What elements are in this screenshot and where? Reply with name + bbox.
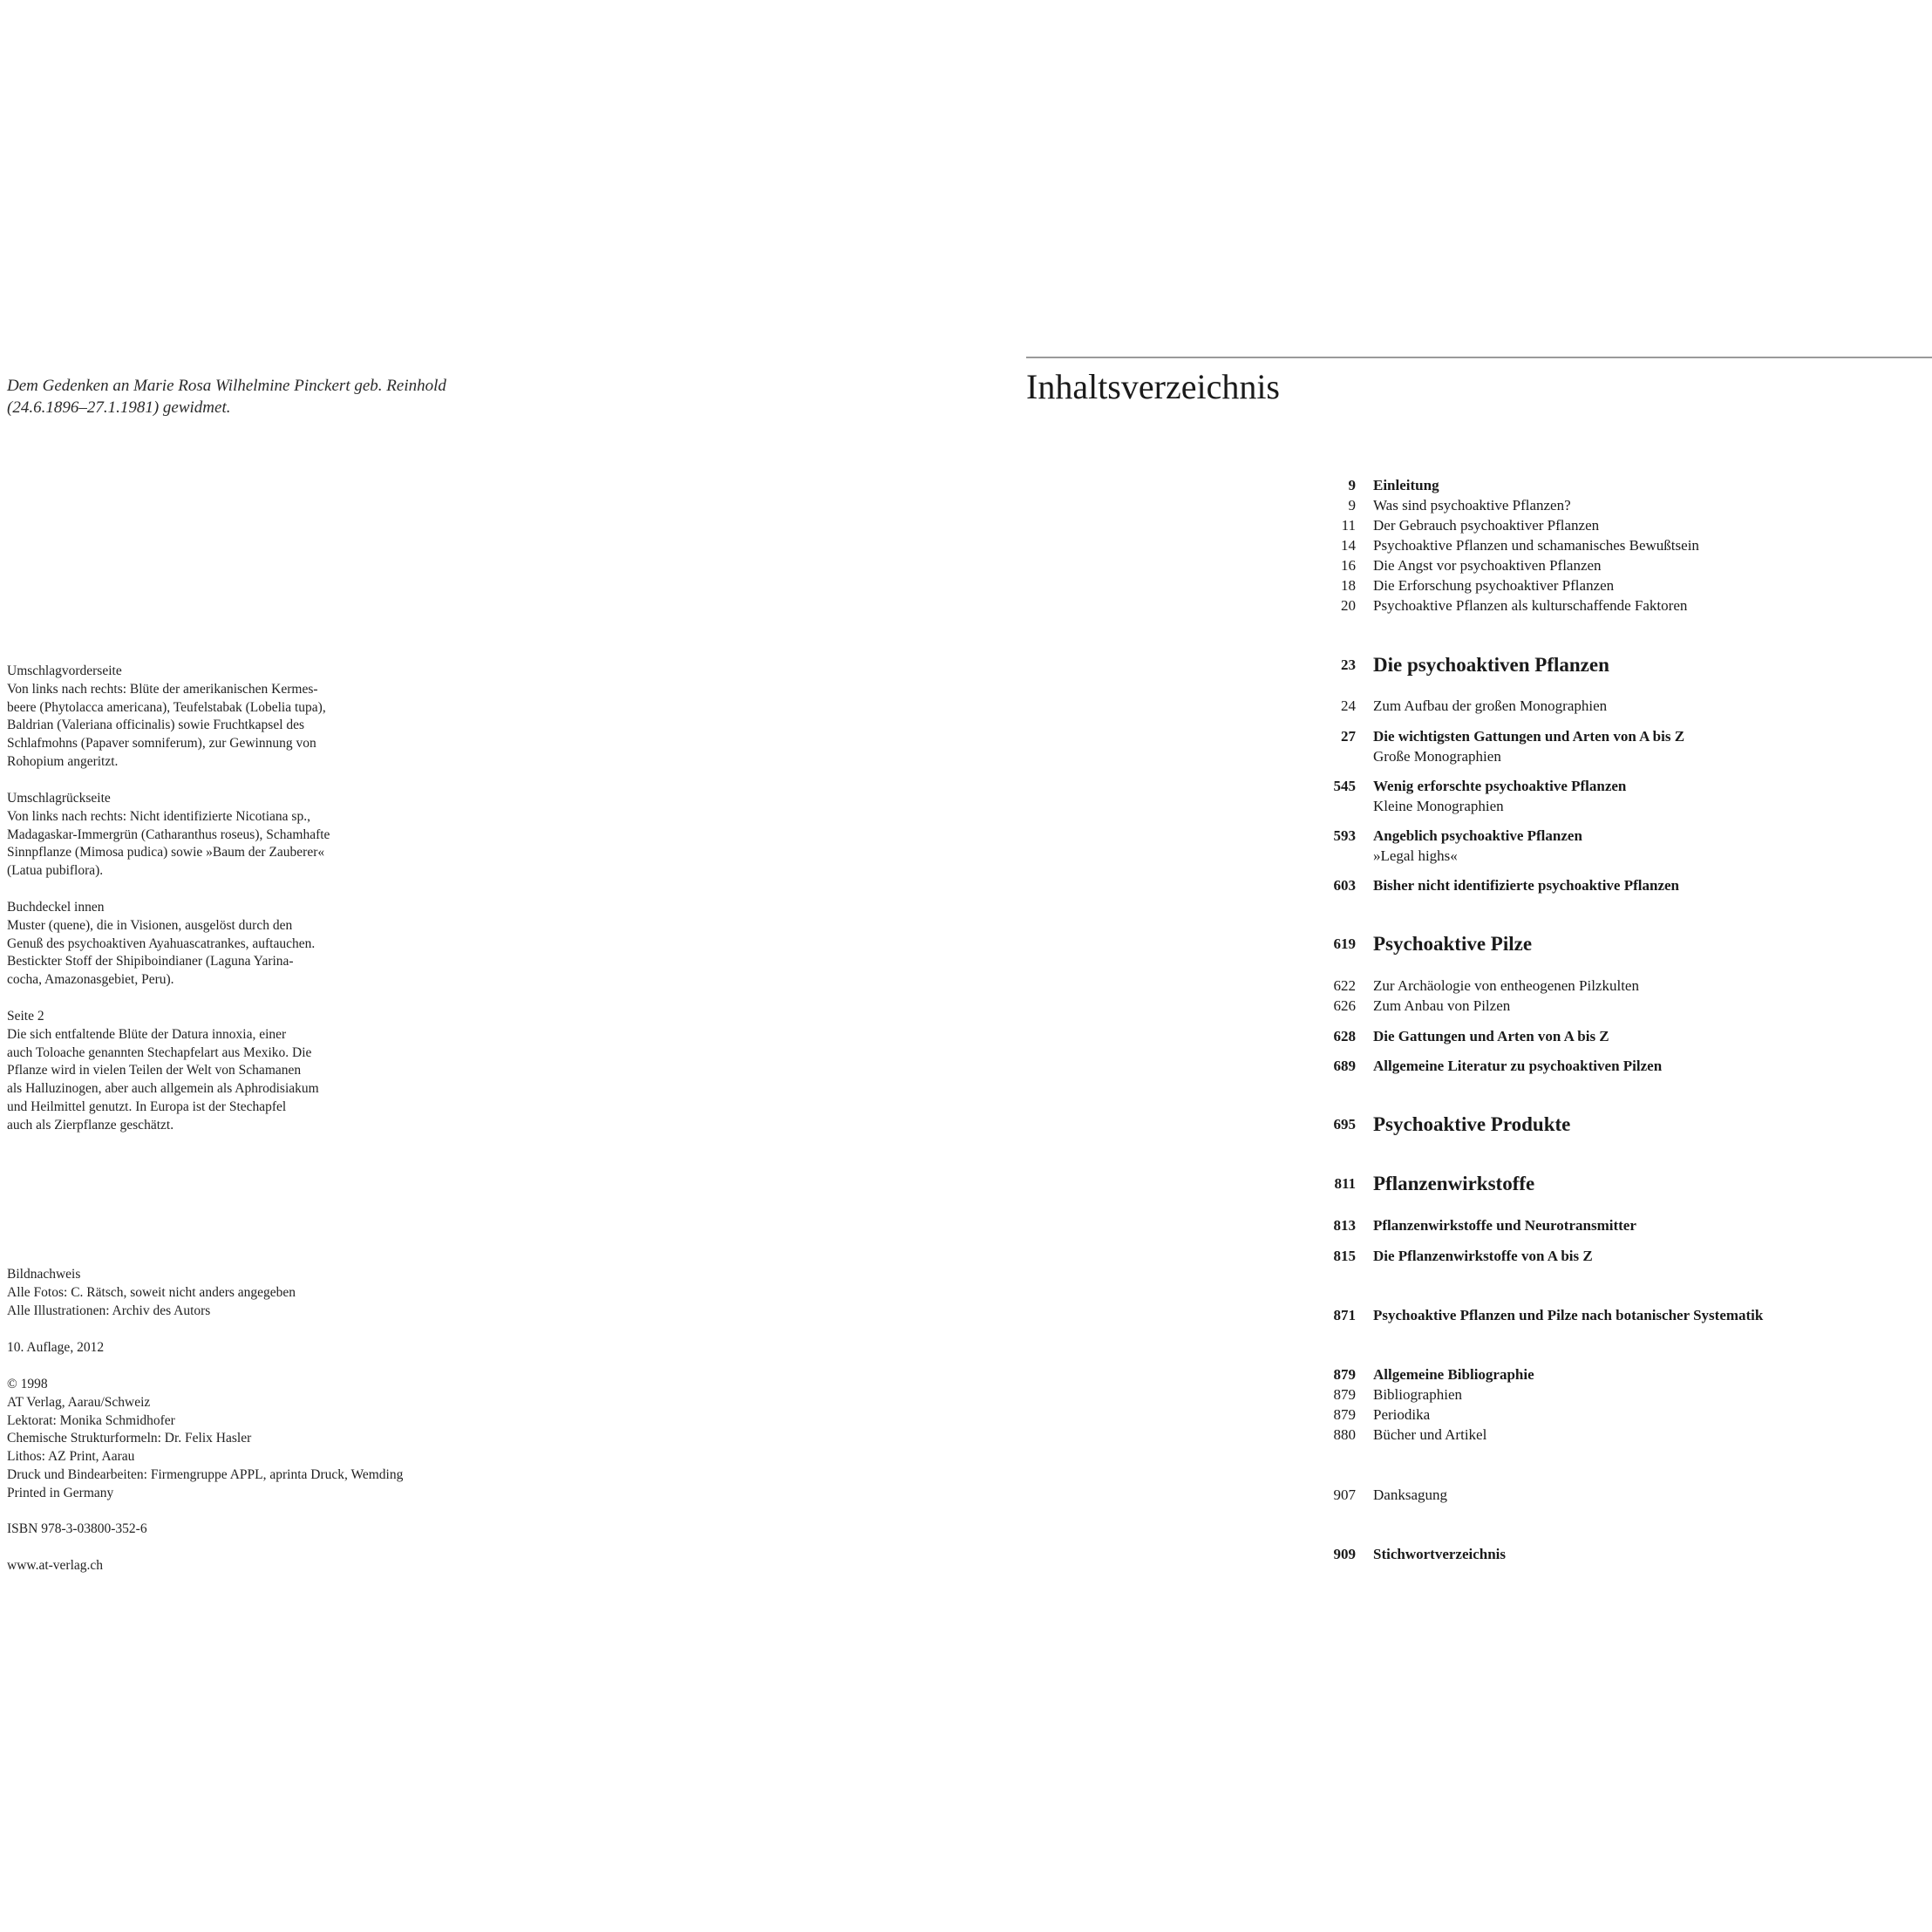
toc-label: Die Angst vor psychoaktiven Pflanzen	[1373, 557, 1602, 574]
credit-line: beere (Phytolacca americana), Teufelstabak (Lobelia tupa),	[7, 699, 326, 715]
credit-line: Genuß des psychoaktiven Ayahuascatrankes, auftauchen.	[7, 935, 316, 951]
toc-label: Psychoaktive Pilze	[1373, 933, 1533, 955]
toc-section[interactable]	[1308, 1112, 1918, 1138]
toc-entry[interactable]	[1308, 726, 1918, 747]
toc-page: 11	[1341, 517, 1356, 534]
toc-page: 871	[1333, 1307, 1356, 1323]
toc-entry[interactable]	[1308, 535, 1918, 556]
credit-line: Von links nach rechts: Nicht identifizierte Nicotiana sp.,	[7, 808, 310, 824]
toc-page: 619	[1333, 935, 1356, 952]
toc-label: Psychoaktive Produkte	[1373, 1113, 1571, 1135]
toc-entry[interactable]	[1308, 826, 1918, 847]
toc-page: 16	[1341, 557, 1356, 574]
credit-line: Sinnpflanze (Mimosa pudica) sowie »Baum der Zauberer«	[7, 845, 325, 861]
toc-page: 9	[1348, 497, 1356, 514]
credit-line: (Latua pubiflora).	[7, 863, 104, 879]
credit-line: Schlafmohns (Papaver somniferum), zur Gewinnung von	[7, 736, 316, 752]
toc-page: 9	[1348, 477, 1356, 493]
isbn-text: ISBN 978-3-03800-352-6	[7, 1521, 147, 1536]
toc-label: Pflanzenwirkstoffe	[1373, 1173, 1535, 1194]
credit-line: Alle Fotos: C. Rätsch, soweit nicht anders angegeben	[7, 1284, 296, 1300]
back-cover-heading: Umschlagrückseite	[7, 791, 111, 806]
toc-entry[interactable]	[1308, 875, 1918, 896]
toc-page: 628	[1333, 1028, 1356, 1044]
credit-line: cocha, Amazonasgebiet, Peru).	[7, 972, 174, 988]
toc-label: Bücher und Artikel	[1373, 1426, 1487, 1443]
toc-entry[interactable]	[1308, 1305, 1918, 1326]
toc-title: Inhaltsverzeichnis	[1026, 367, 1280, 406]
toc-label: Zum Anbau von Pilzen	[1373, 997, 1511, 1014]
toc-page: 879	[1333, 1406, 1356, 1423]
toc-label: Zur Archäologie von entheogenen Pilzkulten	[1373, 977, 1639, 994]
toc-label: Die Erforschung psychoaktiver Pflanzen	[1373, 577, 1615, 594]
toc-label: Psychoaktive Pflanzen und schamanisches Bewußtsein	[1373, 537, 1699, 554]
credit-line: und Heilmittel genutzt. In Europa ist der Stechapfel	[7, 1099, 287, 1114]
toc-page: 909	[1333, 1546, 1356, 1562]
imprint-line: AT Verlag, Aarau/Schweiz	[7, 1394, 151, 1410]
credit-line: Baldrian (Valeriana officinalis) sowie Fruchtkapsel des	[7, 718, 305, 733]
toc-page: 622	[1333, 977, 1356, 994]
credit-line: Madagaskar-Immergrün (Catharanthus roseus), Schamhafte	[7, 827, 330, 842]
imprint-line: © 1998	[7, 1377, 48, 1391]
toc-entry[interactable]	[1308, 1364, 1918, 1385]
toc-entry[interactable]	[1308, 1405, 1918, 1425]
toc-page: 603	[1333, 877, 1356, 894]
toc-subtitle	[1308, 846, 1918, 867]
toc-page: 879	[1333, 1386, 1356, 1403]
inside-cover-heading: Buchdeckel innen	[7, 900, 105, 915]
toc-entry[interactable]	[1308, 776, 1918, 797]
page2-heading: Seite 2	[7, 1009, 44, 1024]
toc-label: Zum Aufbau der großen Monographien	[1373, 697, 1608, 714]
toc-label: Angeblich psychoaktive Pflanzen	[1373, 827, 1582, 844]
toc-page: 907	[1333, 1486, 1356, 1503]
toc-entry[interactable]	[1308, 976, 1918, 997]
toc-page: 811	[1334, 1175, 1356, 1192]
toc-label: Die wichtigsten Gattungen und Arten von A bis Z	[1373, 728, 1685, 745]
toc-page: 879	[1333, 1366, 1356, 1383]
credit-line: Pflanze wird in vielen Teilen der Welt von Schamanen	[7, 1063, 302, 1078]
toc-page: 23	[1341, 656, 1356, 673]
website-link[interactable]: www.at-verlag.ch	[7, 1558, 104, 1573]
dedication-line-1: Dem Gedenken an Marie Rosa Wilhelmine Pinckert geb. Reinhold	[7, 377, 446, 395]
toc-entry[interactable]	[1308, 1485, 1918, 1506]
toc-entry[interactable]	[1308, 996, 1918, 1017]
toc-page: 626	[1333, 997, 1356, 1014]
imprint-line: Druck und Bindearbeiten: Firmengruppe APPL, aprinta Druck, Wemding	[7, 1466, 404, 1482]
toc-entry[interactable]	[1308, 1026, 1918, 1047]
toc-entry[interactable]	[1308, 696, 1918, 717]
toc-label: Wenig erforschte psychoaktive Pflanzen	[1373, 778, 1627, 794]
toc-entry[interactable]	[1308, 475, 1918, 496]
credit-line: Alle Illustrationen: Archiv des Autors	[7, 1303, 211, 1318]
toc-label: Kleine Monographien	[1373, 798, 1504, 814]
toc-label: Psychoaktive Pflanzen als kulturschaffende Faktoren	[1373, 597, 1688, 614]
toc-page: 24	[1341, 697, 1356, 714]
toc-page: 545	[1333, 778, 1356, 794]
toc-label: Die psychoaktiven Pflanzen	[1373, 654, 1609, 676]
toc-page: 813	[1333, 1217, 1356, 1234]
toc-label: Die Gattungen und Arten von A bis Z	[1373, 1028, 1609, 1044]
toc-label: Der Gebrauch psychoaktiver Pflanzen	[1373, 517, 1600, 534]
toc-entry[interactable]	[1308, 555, 1918, 576]
toc-subtitle	[1308, 796, 1918, 817]
toc-page: 20	[1341, 597, 1356, 614]
imprint-line: Printed in Germany	[7, 1485, 114, 1500]
credit-line: Bestickter Stoff der Shipiboindianer (Laguna Yarina-	[7, 954, 294, 969]
credit-line: Rohopium angeritzt.	[7, 753, 119, 769]
toc-page: 815	[1333, 1248, 1356, 1264]
toc-label: Periodika	[1373, 1406, 1431, 1423]
toc-label: Allgemeine Bibliographie	[1373, 1366, 1534, 1383]
toc-label: Danksagung	[1373, 1486, 1447, 1503]
dedication-line-2: (24.6.1896–27.1.1981) gewidmet.	[7, 398, 231, 417]
credit-line: Muster (quene), die in Visionen, ausgelöst durch den	[7, 917, 293, 933]
toc-entry[interactable]	[1308, 495, 1918, 516]
toc-entry[interactable]	[1308, 1215, 1918, 1236]
toc-page: 695	[1333, 1116, 1356, 1133]
credit-line: auch als Zierpflanze geschätzt.	[7, 1117, 174, 1133]
toc-label: Stichwortverzeichnis	[1373, 1546, 1507, 1562]
toc-label: Was sind psychoaktive Pflanzen?	[1373, 497, 1571, 514]
toc-section[interactable]	[1308, 931, 1918, 957]
toc-label: »Legal highs«	[1373, 847, 1458, 864]
toc-page: 593	[1333, 827, 1356, 844]
toc-label: Allgemeine Literatur zu psychoaktiven Pilzen	[1373, 1058, 1663, 1074]
toc-entry[interactable]	[1308, 1246, 1918, 1267]
toc-entry[interactable]	[1308, 1544, 1918, 1565]
toc-entry[interactable]	[1308, 1384, 1918, 1405]
credit-line: Die sich entfaltende Blüte der Datura innoxia, einer	[7, 1026, 287, 1042]
toc-entry[interactable]	[1308, 515, 1918, 536]
toc-label: Psychoaktive Pflanzen und Pilze nach botanischer Systematik	[1373, 1307, 1764, 1323]
toc-page: 27	[1341, 728, 1356, 745]
toc-label: Einleitung	[1373, 477, 1439, 493]
toc-page: 689	[1333, 1058, 1356, 1074]
toc-subtitle	[1308, 746, 1918, 767]
credit-line: Von links nach rechts: Blüte der amerikanischen Kermes-	[7, 681, 318, 697]
toc-entry[interactable]	[1308, 575, 1918, 596]
imprint-line: Chemische Strukturformeln: Dr. Felix Hasler	[7, 1431, 252, 1446]
imprint-line: Lithos: AZ Print, Aarau	[7, 1449, 135, 1465]
toc-label: Pflanzenwirkstoffe und Neurotransmitter	[1373, 1217, 1636, 1234]
edition-text: 10. Auflage, 2012	[7, 1340, 105, 1355]
toc-page: 14	[1341, 537, 1356, 554]
toc-label: Die Pflanzenwirkstoffe von A bis Z	[1373, 1248, 1593, 1264]
front-cover-heading: Umschlagvorderseite	[7, 663, 122, 678]
toc-page: 18	[1341, 577, 1356, 594]
toc-section[interactable]	[1308, 652, 1918, 678]
credit-line: als Halluzinogen, aber auch allgemein als Aphrodisiakum	[7, 1081, 319, 1097]
toc-entry[interactable]	[1308, 1056, 1918, 1077]
toc-section[interactable]	[1308, 1171, 1918, 1197]
toc-label: Bibliographien	[1373, 1386, 1462, 1403]
toc-label: Bisher nicht identifizierte psychoaktive Pflanzen	[1373, 877, 1679, 894]
credit-line: auch Toloache genannten Stechapfelart aus Mexiko. Die	[7, 1044, 312, 1060]
toc-label: Große Monographien	[1373, 748, 1501, 765]
photo-credits-heading: Bildnachweis	[7, 1267, 81, 1282]
imprint-line: Lektorat: Monika Schmidhofer	[7, 1412, 175, 1428]
toc-entry[interactable]	[1308, 1425, 1918, 1446]
toc-entry[interactable]	[1308, 595, 1918, 616]
toc-page: 880	[1333, 1426, 1356, 1443]
